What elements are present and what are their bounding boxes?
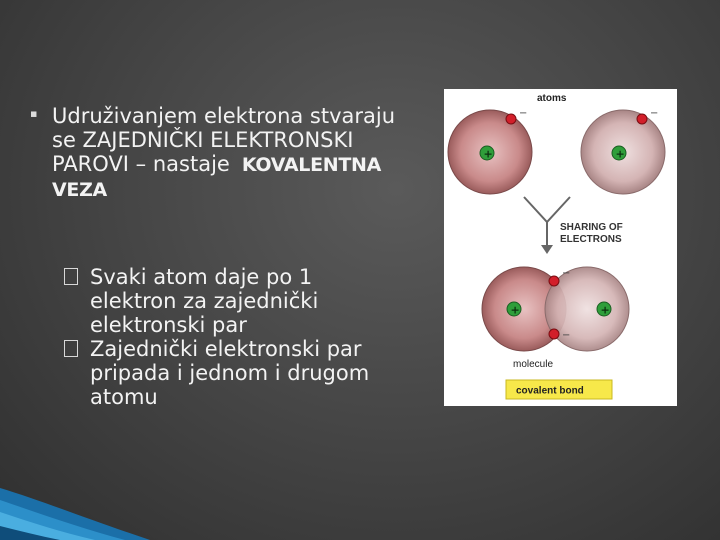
- sharing-label-2: ELECTRONS: [560, 234, 622, 245]
- covalent-bond-highlight: KOVALENTNA VEZA: [52, 154, 382, 201]
- electron-icon: [637, 114, 647, 124]
- molecule-label: molecule: [513, 359, 554, 370]
- shared-electron-icon: [549, 329, 559, 339]
- sharing-label-1: SHARING OF: [560, 222, 623, 233]
- svg-text:+: +: [600, 303, 610, 317]
- sub-bullet-text: Zajednički elektronski par pripada i jednom i drugom atomu: [90, 337, 370, 409]
- sub-bullet-item: [64, 337, 404, 409]
- corner-decoration: [0, 450, 180, 540]
- sub-bullet-text: Svaki atom daje po 1 elektron za zajednički elektronski par: [90, 265, 319, 337]
- molecule-diagram: [482, 267, 629, 351]
- sub-bullet-list: [64, 265, 404, 409]
- covalent-bond-diagram: [444, 89, 677, 406]
- nucleus-plus: +: [483, 147, 493, 161]
- sub-bullet-item: [64, 265, 404, 337]
- svg-text:−: −: [562, 268, 571, 279]
- svg-text:−: −: [650, 108, 659, 119]
- main-bullet-text: [52, 104, 412, 202]
- intro-text: Udruživanjem elektrona stvaraju se ZAJEDNIČKI ELEKTRONSKI PAROVI – nastaje: [52, 104, 396, 176]
- atom-right: [581, 108, 665, 194]
- covalent-bond-label: covalent bond: [516, 385, 584, 397]
- electron-icon: [506, 114, 516, 124]
- atom-left: [448, 108, 532, 194]
- checkbox-bullet-icon: [64, 340, 78, 357]
- atoms-label: atoms: [537, 93, 567, 104]
- main-bullet-icon: ▪: [30, 107, 38, 120]
- svg-text:−: −: [562, 330, 571, 341]
- nucleus-plus: +: [615, 147, 625, 161]
- shared-electron-icon: [549, 276, 559, 286]
- checkbox-bullet-icon: [64, 268, 78, 285]
- svg-text:−: −: [519, 108, 528, 119]
- svg-text:+: +: [510, 303, 520, 317]
